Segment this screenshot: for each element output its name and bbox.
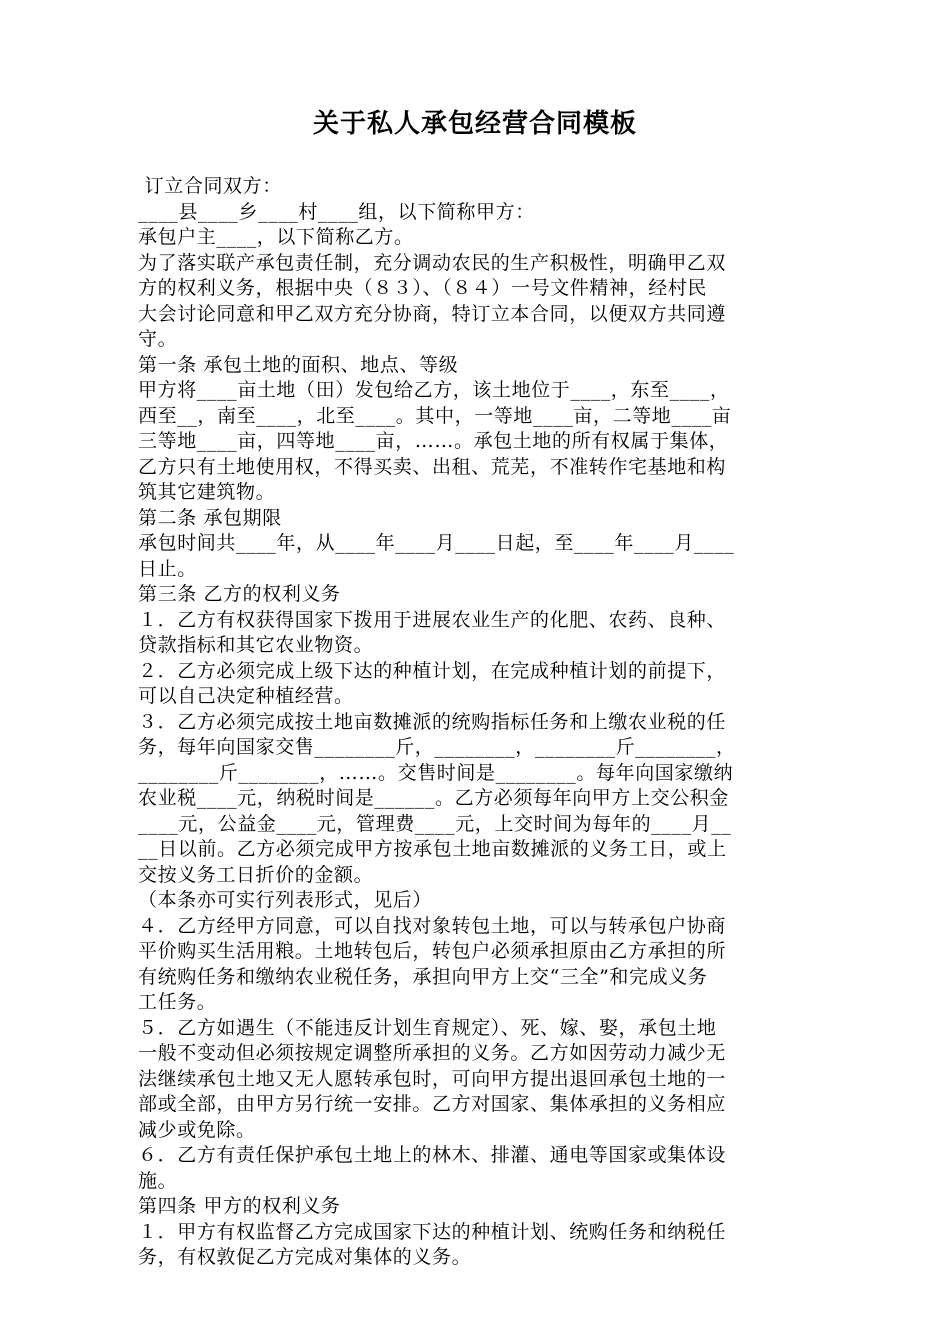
text-line: 西至__，南至____，北至____。其中，一等地____亩，二等地____亩 <box>138 404 732 427</box>
text-line: 部或全部，由甲方另行统一安排。乙方对国家、集体承担的义务相应 <box>138 1093 727 1115</box>
text-line: ____县____乡____村____组，以下简称甲方： <box>138 200 535 223</box>
text-line: 工任务。 <box>138 991 217 1013</box>
text-line: 方的权利义务，根据中央（８３）、（８４）一号文件精神，经村民 <box>138 277 708 299</box>
text-line: 甲方将____亩土地（田）发包给乙方，该土地位于____，东至____， <box>138 379 730 401</box>
text-line: ６．乙方有责任保护承包土地上的林木、排灌、通电等国家或集体设 <box>138 1144 727 1166</box>
text-line: 守。 <box>138 328 178 350</box>
text-line: ________斤________，……。交售时间是________。每年向国家缴纳 <box>138 761 734 784</box>
article-heading: 第一条 承包土地的面积、地点、等级 <box>138 353 459 376</box>
text-line: １．甲方有权监督乙方完成国家下达的种植计划、统购任务和纳税任 <box>138 1220 727 1243</box>
text-line: 筑其它建筑物。 <box>138 481 276 503</box>
text-line: 一般不变动但必须按规定调整所承担的义务。乙方如因劳动力减少无 <box>138 1042 727 1064</box>
text-line: __日以前。乙方必须完成甲方按承包土地亩数摊派的义务工日，或上 <box>138 838 727 860</box>
text-line: ２．乙方必须完成上级下达的种植计划，在完成种植计划的前提下， <box>138 659 727 682</box>
article-heading: 第二条 承包期限 <box>138 506 282 529</box>
text-line: 承包户主____，以下简称乙方。 <box>138 226 414 248</box>
text-line: 承包时间共____年，从____年____月____日起，至____年____月____ <box>138 532 735 554</box>
text-line: 务，有权敦促乙方完成对集体的义务。 <box>138 1246 472 1268</box>
text-line: 大会讨论同意和甲乙双方充分协商，特订立本合同，以便双方共同遵 <box>138 302 727 325</box>
text-line: ３．乙方必须完成按土地亩数摊派的统购指标任务和上缴农业税的任 <box>138 710 727 733</box>
text-line: ____元，公益金____元，管理费____元，上交时间为每年的____月__ <box>138 812 732 835</box>
text-line: 施。 <box>138 1169 178 1192</box>
document-title: 关于私人承包经营合同模板 <box>312 109 637 139</box>
text-line: 订立合同双方： <box>138 175 282 197</box>
text-line: 有统购任务和缴纳农业税任务，承担向甲方上交“三全”和完成义务 <box>138 965 708 988</box>
text-line: 贷款指标和其它农业物资。 <box>138 634 374 656</box>
article-heading: 第三条 乙方的权利义务 <box>138 583 341 605</box>
text-line: ４．乙方经甲方同意，可以自找对象转包土地，可以与转承包户协商 <box>138 914 727 937</box>
text-line: 乙方只有土地使用权，不得买卖、出租、荒芜，不准转作宅基地和构 <box>138 455 727 478</box>
document-body <box>138 174 818 1271</box>
text-line: 交按义务工日折价的金额。 <box>138 863 374 886</box>
text-line: １．乙方有权获得国家下拨用于进展农业生产的化肥、农药、良种、 <box>138 608 727 631</box>
text-line: 日止。 <box>138 557 197 580</box>
text-line: 减少或免除。 <box>138 1118 256 1141</box>
text-line: 可以自己决定种植经营。 <box>138 685 354 707</box>
text-line: （本条亦可实行列表形式，见后） <box>138 889 433 911</box>
text-line: ５．乙方如遇生（不能违反计划生育规定）、死、嫁、娶，承包土地 <box>138 1016 717 1039</box>
text-line: 平价购买生活用粮。土地转包后，转包户必须承担原由乙方承担的所 <box>138 940 727 962</box>
text-line: 为了落实联产承包责任制，充分调动农民的生产积极性，明确甲乙双 <box>138 251 727 274</box>
text-line: 务，每年向国家交售________斤，________，________斤________， <box>138 736 736 758</box>
text-line: 农业税____元，纳税时间是______。乙方必须每年向甲方上交公积金 <box>138 787 730 809</box>
text-line: 法继续承包土地又无人愿转承包时，可向甲方提出退回承包土地的一 <box>138 1067 727 1090</box>
text-line: 三等地____亩，四等地____亩，……。承包土地的所有权属于集体， <box>138 430 729 452</box>
article-heading: 第四条 甲方的权利义务 <box>138 1195 341 1217</box>
